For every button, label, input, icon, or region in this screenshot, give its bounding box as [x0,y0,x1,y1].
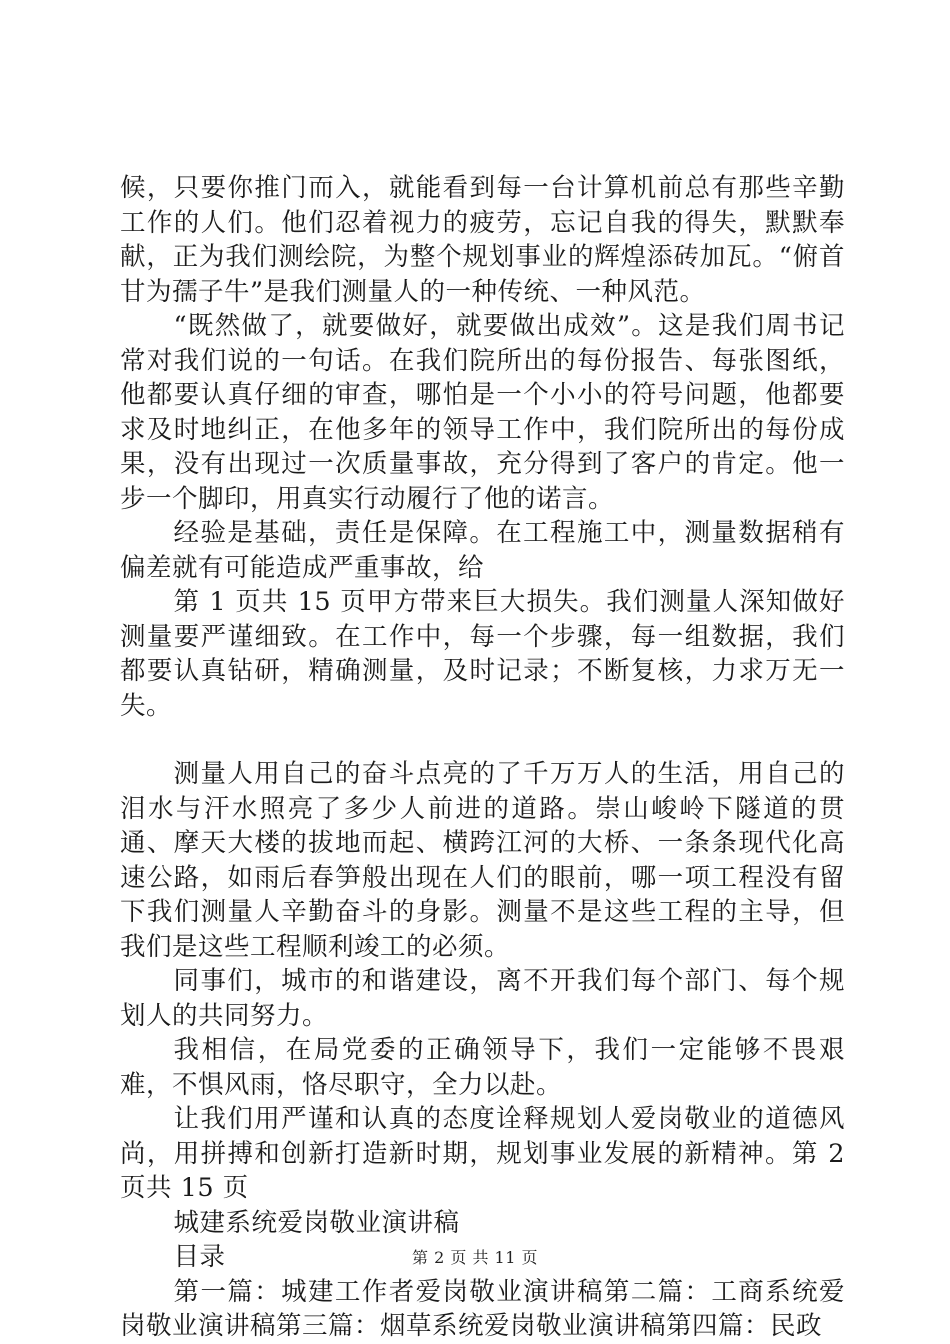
paragraph-3: 经验是基础，责任是保障。在工程施工中，测量数据稍有偏差就有可能造成严重事故，给 [120,518,845,583]
paragraph-4: 第 1 页共 15 页甲方带来巨大损失。我们测量人深知做好测量要严谨细致。在工作中，每一个步骤，每一组数据，我们都要认真钻研，精确测量，及时记录；不断复核，力求万无一失。 [120,587,845,721]
page-footer: 第 2 页 共 11 页 [412,1248,538,1267]
section-title: 城建系统爱岗敬业演讲稿 [173,1207,460,1238]
toc-heading: 目录 [173,1242,226,1272]
document-body [120,171,845,1344]
paragraph-5: 测量人用自己的奋斗点亮的了千万万人的生活，用自己的泪水与汗水照亮了多少人前进的道路。崇山峻岭下隧道的贯通、摩天大楼的拔地而起、横跨江河的大桥、一条条现代化高速公路，如雨后春笋般出现在人们的眼前，哪一项工程没有留下我们测量人辛勤奋斗的身影。测量不是这些工程的主导，但我们是这些工程顺利竣工的必须。 [120,759,845,962]
paragraph-1: 候，只要你推门而入，就能看到每一台计算机前总有那些辛勤工作的人们。他们忍着视力的疲劳，忘记自我的得失，默默奉献，正为我们测绘院，为整个规划事业的辉煌添砖加瓦。“俯首甘为孺子牛”是我们测量人的一种传统、一种风范。 [120,173,845,307]
paragraph-7: 我相信，在局党委的正确领导下，我们一定能够不畏艰难，不惧风雨，恪尽职守，全力以赴。 [120,1035,845,1100]
toc-entries: 第一篇：城建工作者爱岗敬业演讲稿第二篇：工商系统爱岗敬业演讲稿第三篇：烟草系统爱岗敬业演讲稿第四篇：民政 [120,1276,845,1341]
paragraph-8: 让我们用严谨和认真的态度诠释规划人爱岗敬业的道德风尚，用拼搏和创新打造新时期，规划事业发展的新精神。第 2 页共 15 页 [120,1104,845,1203]
paragraph-6: 同事们，城市的和谐建设，离不开我们每个部门、每个规划人的共同努力。 [120,966,845,1031]
paragraph-2: “既然做了，就要做好，就要做出成效”。这是我们周书记常对我们说的一句话。在我们院所出的每份报告、每张图纸，他都要认真仔细的审查，哪怕是一个小小的符号问题，他都要求及时地纠正，在他多年的领导工作中，我们院所出的每份成果，没有出现过一次质量事故，充分得到了客户的肯定。他一步一个脚印，用真实行动履行了他的诺言。 [120,311,845,514]
